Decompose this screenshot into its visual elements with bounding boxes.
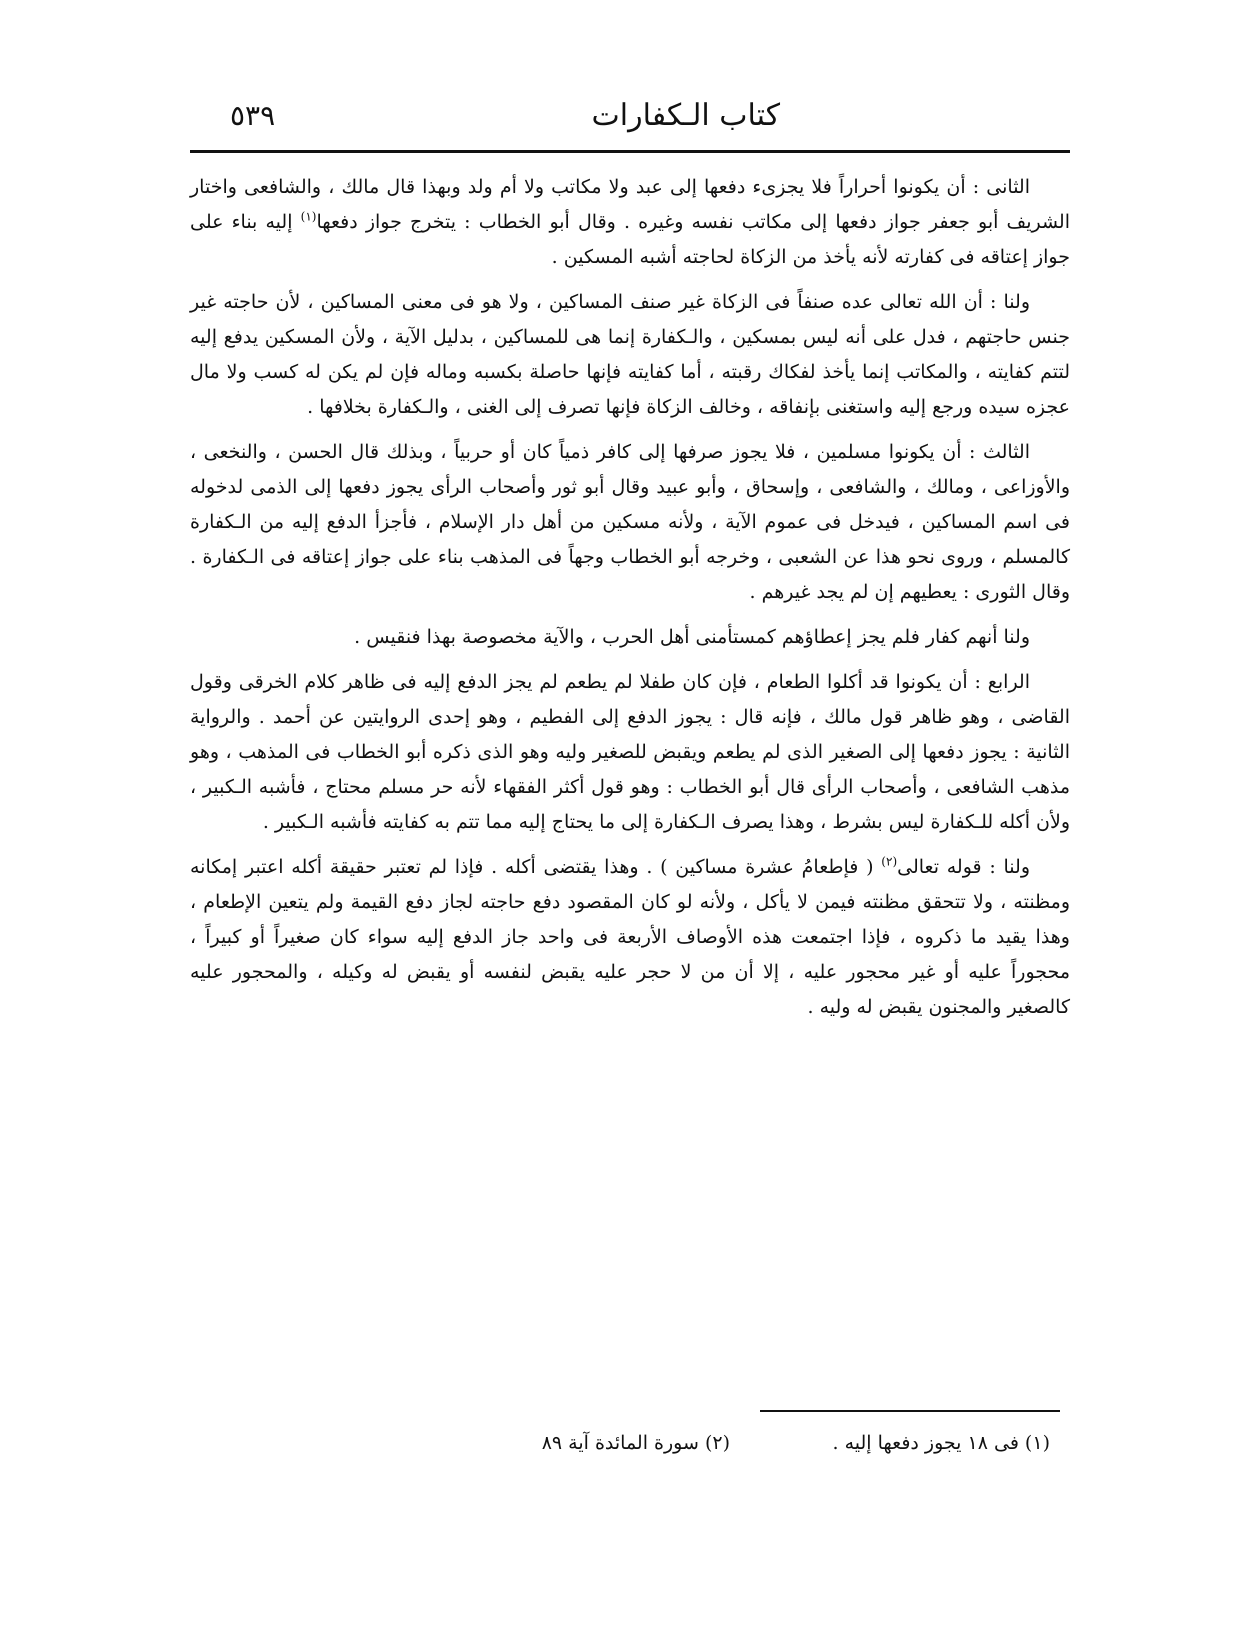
paragraph-rebuttal-2: ولنا أنهم كفار فلم يجز إعطاؤهم كمستأمنى أهل الحرب ، والآية مخصوصة بهذا فنقيس . (354, 626, 1030, 648)
paragraph-rebuttal-3 (190, 850, 1070, 1025)
page-number: ٥٣٩ (230, 99, 276, 132)
paragraph-text: ولنا : قوله تعالى (897, 856, 1030, 878)
footnote-1: (١) فى ١٨ يجوز دفعها إليه . (832, 1432, 1050, 1454)
footnote-ref-2: (٢) (881, 854, 898, 869)
paragraph-text: الثانى : أن يكونوا أحراراً فلا يجزىء دفعها إلى عبد ولا مكاتب ولا أم ولد وبهذا قال مالك ، والشافعى واختار الشريف أبو جعفر جواز دفعها إلى مكاتب نفسه وغيره . وقال أبو الخطاب : يتخرج جواز دفعها (190, 176, 1070, 233)
header-rule (190, 150, 1070, 153)
paragraph-text: ( فإطعامُ عشرة مساكين ) . وهذا يقتضى أكله . فإذا لم تعتبر حقيقة أكله اعتبر إمكانه ومظنته ، ولا تتحقق مظنته فيمن لا يأكل ، ولأنه لو كان المقصود دفع حاجته لجاز دفع القيمة ولم يتعين الإطعام ، وهذا يقيد ما ذكروه ، فإذا اجتمعت هذه الأوصاف الأربعة فى واحد جاز الدفع إليه سواء كان صغيراً أو كبيراً ، محجوراً عليه أو غير محجور عليه ، إلا أن من لا حجر عليه يقبض لنفسه أو يقبض له وكيله ، والمحجور عليه كالصغير والمجنون يقبض له وليه . (190, 856, 1070, 1018)
footnote-2: (٢) سورة المائدة آية ٨٩ (541, 1432, 730, 1454)
paragraph-rebuttal-1: ولنا : أن الله تعالى عده صنفاً فى الزكاة غير صنف المساكين ، ولا هو فى معنى المساكين ، لأن حاجته غير جنس حاجتهم ، فدل على أنه ليس بمسكين ، والـكفارة إنما هى للمساكين ، بدليل الآية ، ولأن المسكين يدفع إليه لتتم كفايته ، والمكاتب إنما يأخذ لفكاك رقبته ، أما كفايته فإنها حاصلة بكسبه وماله فإن لم يكن له كسب ولا مال عجزه سيده ورجع إليه واستغنى بإنفاقه ، وخالف الزكاة فإنها تصرف إلى الغنى ، والـكفارة بخلافها . (190, 291, 1070, 418)
paragraph-third-condition: الثالث : أن يكونوا مسلمين ، فلا يجوز صرفها إلى كافر ذمياً كان أو حربياً ، وبذلك قال الحسن ، والنخعى ، والأوزاعى ، ومالك ، والشافعى ، وإسحاق ، وأبو عبيد وقال أبو ثور وأصحاب الرأى يجوز دفعها إلى الذمى لدخوله فى اسم المساكين ، فيدخل فى عموم الآية ، ولأنه مسكين من أهل دار الإسلام ، فأجزأ الدفع إليه من الـكفارة كالمسلم ، وروى نحو هذا عن الشعبى ، وخرجه أبو الخطاب وجهاً فى المذهب بناء على جواز إعتاقه فى الـكفارة . وقال الثورى : يعطيهم إن لم يجد غيرهم . (190, 441, 1070, 603)
paragraph-fourth-condition: الرابع : أن يكونوا قد أكلوا الطعام ، فإن كان طفلا لم يطعم لم يجز الدفع إليه فى ظاهر كلام الخرقى وقول القاضى ، وهو ظاهر قول مالك ، فإنه قال : يجوز الدفع إلى الفطيم ، وهو إحدى الروايتين عن أحمد . والرواية الثانية : يجوز دفعها إلى الصغير الذى لم يطعم ويقبض للصغير وليه وهو الذى ذكره أبو الخطاب فى المذهب ، وهو مذهب الشافعى ، وأصحاب الرأى قال أبو الخطاب : وهو قول أكثر الفقهاء لأنه حر مسلم محتاج ، فأشبه الـكبير ، ولأن أكله للـكفارة ليس بشرط ، وهذا يصرف الـكفارة إلى ما يحتاج إليه مما تتم به كفايته فأشبه الـكبير . (190, 671, 1071, 833)
main-text (190, 170, 1070, 1025)
footnote-rule (760, 1410, 1060, 1412)
paragraph-second-condition (190, 170, 1070, 275)
page-title: كتاب الـكفارات (591, 98, 780, 133)
page-header (190, 96, 1070, 142)
paragraph-text: إليه بناء على جواز إعتاقه فى كفارته لأنه يأخذ من الزكاة لحاجته أشبه المسكين . (190, 211, 1070, 268)
footnote-ref-1: (١) (300, 209, 317, 224)
